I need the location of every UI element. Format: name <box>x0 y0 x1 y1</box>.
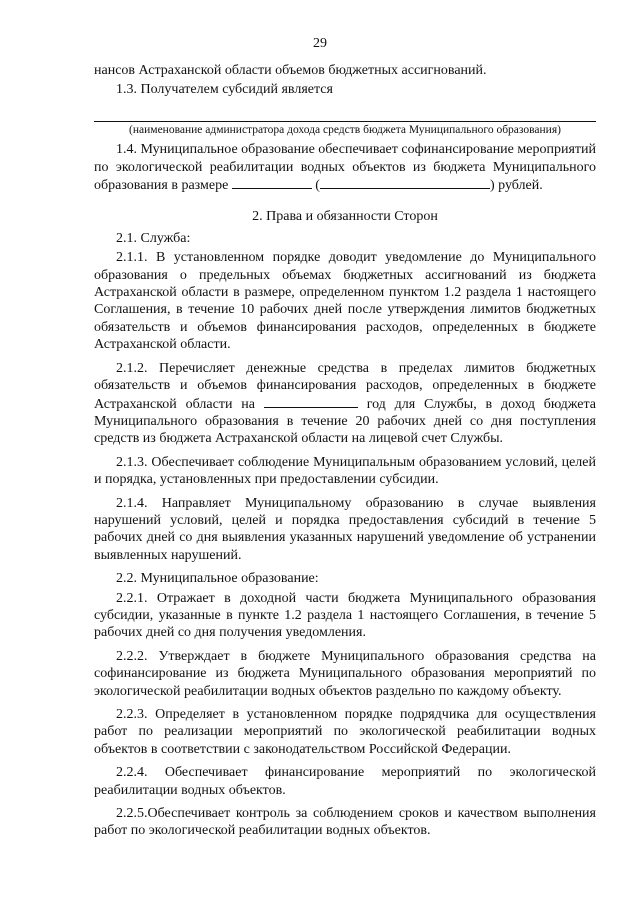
paragraph-1-4-text: 1.4. Муниципальное образование обеспечивает софинансирование мероприятий по экологической реабилитации водных объектов из бюджета Муниципального образования в размере <box>94 142 596 194</box>
paragraph-2-1-3: 2.1.3. Обеспечивает соблюдение Муниципальным образованием условий, целей и порядка, установленных при предоставлении субсидии. <box>94 454 596 488</box>
paragraph-2-2-1: 2.2.1. Отражает в доходной части бюджета Муниципального образования субсидии, указанные в пункте 1.2 раздела 1 настоящего Соглашения, в течение 5 рабочих дней со дня получения уведомления. <box>94 590 596 641</box>
year-blank <box>264 395 358 408</box>
paragraph-2-1-2-text-a: 2.1.2. Перечисляет денежные средства в пределах лимитов бюджетных обязательств и объемов финансирования расходов, определенных в бюджете Астраханской области на <box>94 360 596 412</box>
paragraph-2-1: 2.1. Служба: <box>116 230 191 246</box>
paragraph-1-3: 1.3. Получателем субсидий является <box>116 82 333 98</box>
amount-words-blank <box>320 176 490 189</box>
paragraph-2-2: 2.2. Муниципальное образование: <box>116 571 319 587</box>
paragraph-2-2-4: 2.2.4. Обеспечивает финансирование мероприятий по экологической реабилитации водных объектов. <box>94 765 596 798</box>
paragraph-continuation: нансов Астраханской области объемов бюджетных ассигнований. <box>94 63 487 78</box>
paragraph-2-1-2-text-b: год для Службы, в доход бюджета Муниципального образования в течение 20 рабочих дней со дня поступления средств из бюджета Астраханской области на лицевой счет Службы. <box>94 396 596 447</box>
paragraph-2-2-5: 2.2.5.Обеспечивает контроль за соблюдением сроков и качеством выполнения работ по экологической реабилитации водных объектов. <box>94 806 596 839</box>
amount-blank <box>232 176 312 189</box>
recipient-blank-line <box>94 107 596 122</box>
paragraph-2-1-4: 2.1.4. Направляет Муниципальному образованию в случае выявления нарушений условий, целей и порядка предоставления субсидий в течение 5 рабочих дней со дня выявления указанных нарушений уведомление об устранении выявленных нарушений. <box>94 495 596 563</box>
paragraph-2-1-1: 2.1.1. В установленном порядке доводит уведомление до Муниципального образования о предельных объемах бюджетных ассигнований из бюджета Астраханской области в размере, определенном пунктом 1.2 раздела 1 настоящего Соглашения, в течение 10 рабочих дней после утверждения лимитов бюджетных обязательств и объемов финансирования расходов, определенных в бюджете Астраханской области. <box>94 250 596 353</box>
paragraph-2-2-3: 2.2.3. Определяет в установленном порядке подрядчика для осуществления работ по реализации мероприятий по экологической реабилитации водных объектов в соответствии с законодательством Российской Федерации. <box>94 707 596 757</box>
recipient-caption: (наименование администратора дохода средств бюджета Муниципального образования) <box>129 123 561 136</box>
section-heading-2: 2. Права и обязанности Сторон <box>252 209 438 225</box>
paragraph-2-2-2: 2.2.2. Утверждает в бюджете Муниципального образования средства на софинансирование из бюджета Муниципального образования мероприятий по экологической реабилитации водных объектов раздельно по каждому объекту. <box>94 648 596 699</box>
paragraph-1-4 <box>94 141 596 194</box>
document-body <box>94 62 596 846</box>
paragraph-1-4-close: ) рублей. <box>489 178 543 194</box>
page-number: 29 <box>313 36 327 51</box>
paragraph-1-4-open: ( <box>315 178 320 194</box>
paragraph-2-1-2 <box>94 360 596 448</box>
